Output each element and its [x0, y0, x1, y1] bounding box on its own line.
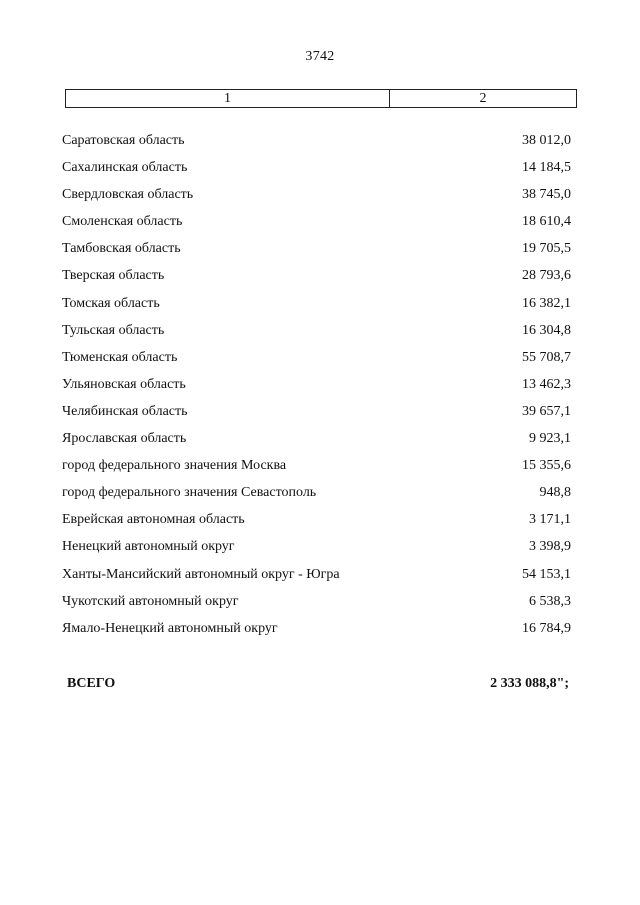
- table-row: [62, 187, 571, 214]
- table-row: [62, 377, 571, 404]
- region-value: 15 355,6: [522, 458, 571, 474]
- region-name: Тульская область: [62, 322, 165, 338]
- table-row: [62, 350, 571, 377]
- region-name: Саратовская область: [62, 133, 185, 148]
- table-row: [62, 431, 571, 458]
- region-value: 13 462,3: [522, 376, 571, 392]
- region-name: Ямало-Ненецкий автономный округ: [62, 620, 278, 636]
- region-value: 6 538,3: [529, 593, 571, 609]
- region-value: 3 171,1: [529, 512, 571, 528]
- region-name: Ульяновская область: [62, 376, 186, 392]
- region-name: Челябинская область: [62, 403, 188, 419]
- region-name: город федерального значения Севастополь: [62, 485, 317, 501]
- table-row: [62, 512, 571, 539]
- table-row: [62, 133, 571, 160]
- table-row: [62, 268, 571, 295]
- total-row: [67, 676, 569, 692]
- table-row: [62, 296, 571, 323]
- table-row: [62, 404, 571, 431]
- page-number: 3742: [305, 49, 335, 64]
- region-name: Свердловская область: [62, 187, 194, 203]
- region-name: Томская область: [62, 295, 160, 311]
- region-value: 38 745,0: [522, 187, 571, 203]
- region-name: Чукотский автономный округ: [62, 593, 239, 609]
- total-label: ВСЕГО: [67, 676, 116, 691]
- table-header: [65, 89, 577, 108]
- table-row: [62, 539, 571, 566]
- region-name: Тамбовская область: [62, 241, 181, 257]
- region-value: 16 304,8: [522, 322, 571, 338]
- table-row: [62, 214, 571, 241]
- region-value: 16 382,1: [522, 295, 571, 311]
- region-value: 14 184,5: [522, 160, 571, 176]
- region-name: город федерального значения Москва: [62, 458, 287, 474]
- region-value: 18 610,4: [522, 214, 571, 230]
- table-row: [62, 594, 571, 621]
- region-name: Ханты-Мансийский автономный округ - Югра: [62, 566, 340, 582]
- region-name: Тверская область: [62, 268, 165, 284]
- region-name: Ярославская область: [62, 431, 187, 447]
- table-row: [62, 323, 571, 350]
- region-value: 948,8: [539, 485, 571, 501]
- table-row: [62, 458, 571, 485]
- region-value: 3 398,9: [529, 539, 571, 555]
- total-value: 2 333 088,8";: [490, 676, 569, 691]
- region-name: Тюменская область: [62, 349, 178, 365]
- region-value: 16 784,9: [522, 620, 571, 636]
- region-list: [62, 133, 571, 648]
- region-name: Сахалинская область: [62, 160, 188, 176]
- region-name: Еврейская автономная область: [62, 512, 245, 528]
- region-name: Смоленская область: [62, 214, 183, 230]
- region-value: 19 705,5: [522, 241, 571, 257]
- table-row: [62, 485, 571, 512]
- region-value: 55 708,7: [522, 349, 571, 365]
- region-value: 9 923,1: [529, 431, 571, 447]
- table-row: [62, 567, 571, 594]
- region-value: 28 793,6: [522, 268, 571, 284]
- table-row: [62, 160, 571, 187]
- table-row: [62, 621, 571, 648]
- region-name: Ненецкий автономный округ: [62, 539, 235, 555]
- region-value: 54 153,1: [522, 566, 571, 582]
- region-value: 39 657,1: [522, 403, 571, 419]
- header-column-2: 2: [479, 91, 487, 106]
- table-row: [62, 241, 571, 268]
- region-value: 38 012,0: [522, 133, 571, 148]
- header-column-1: 1: [66, 90, 390, 107]
